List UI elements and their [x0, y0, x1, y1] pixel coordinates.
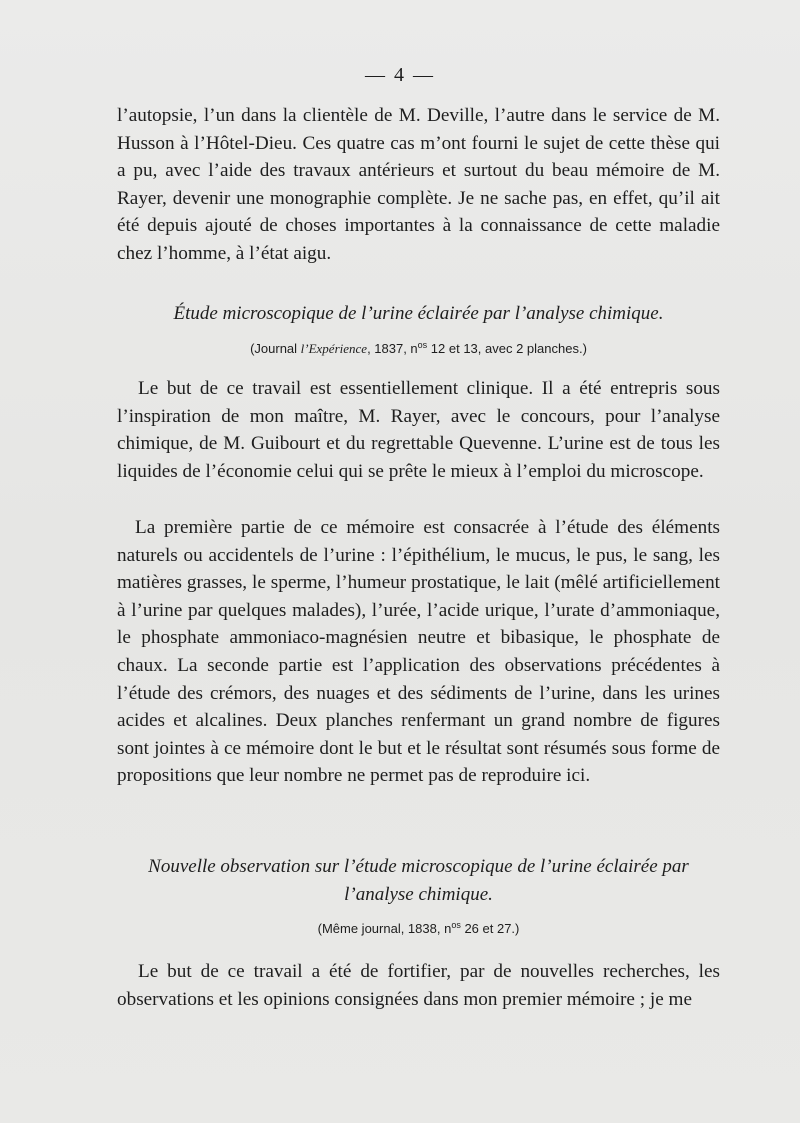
citation-mid: , 1837, n: [367, 341, 418, 356]
citation-experience-1837: [117, 336, 720, 358]
paragraph-intro: l’autopsie, l’un dans la clientèle de M. Deville, l’autre dans le service de M. Husson à l’Hôtel-Dieu. Ces quatre cas m’ont fourni le sujet de cette thèse qui a pu, avec l’aide des travaux antérieurs et surtout du beau mémoire de M. Rayer, devenir une monographie complète. Je ne sache pas, en effet, qu’il ait été depuis ajouté de choses importantes à la connaissance de cette maladie chez l’homme, à l’état aigu.: [117, 105, 720, 264]
paragraph-but-clinique: Le but de ce travail est essentiellement clinique. Il a été entrepris sous l’inspiration de mon maître, M. Rayer, avec le concours, pour l’analyse chimique, de M. Guibourt et du regrettable Quevenne. L’urine est de tous les liquides de l’économie celui qui se prête le mieux à l’emploi du microscope.: [117, 378, 720, 482]
citation-sup: os: [417, 340, 428, 350]
citation-open: (Journal: [250, 341, 301, 356]
citation-end: 12 et 13, avec 2 planches.): [427, 341, 587, 356]
citation-open: (Même journal, 1838, n: [317, 921, 452, 936]
citation-end: 26 et 27.): [460, 921, 520, 936]
page-number: — 4 —: [365, 64, 435, 86]
section-title-etude: Étude microscopique de l’urine éclairée par l’analyse chimique.: [173, 303, 664, 324]
paragraph-premiere-partie: La première partie de ce mémoire est consacrée à l’étude des éléments naturels ou accidentels de l’urine : l’épithélium, le mucus, le pus, le sang, les matières grasses, le sperme, l’humeur prostatique, le lait (mêlé artificiellement à l’urine par quelques malades), l’urée, l’acide urique, l’urate d’ammoniaque, le phosphate ammoniaco-magnésien neutre et bibasique, le phosphate de chaux. La seconde partie est l’application des observations précédentes à l’étude des crémors, des nuages et des sédiments de l’urine, dans les urines acides et alcalines. Deux planches renfermant un grand nombre de figures sont jointes à ce mémoire dont le but et le résultat sont résumés sous forme de propositions que leur nombre ne permet pas de reproduire ici.: [117, 517, 720, 787]
section-title-line-1: Nouvelle observation sur l’étude microscopique de l’urine éclairée par: [148, 856, 689, 877]
section-title-line-2: l’analyse chimique.: [344, 884, 493, 905]
citation-sup: os: [451, 920, 461, 930]
paragraph-fortifier: Le but de ce travail a été de fortifier, par de nouvelles recherches, les observations et les opinions consignées dans mon premier mémoire ; je me: [117, 961, 720, 1010]
citation-journal-name: l’Expérience: [300, 341, 368, 356]
section-title-nouvelle-observation: [117, 853, 720, 909]
citation-meme-journal-1838: [117, 916, 720, 938]
